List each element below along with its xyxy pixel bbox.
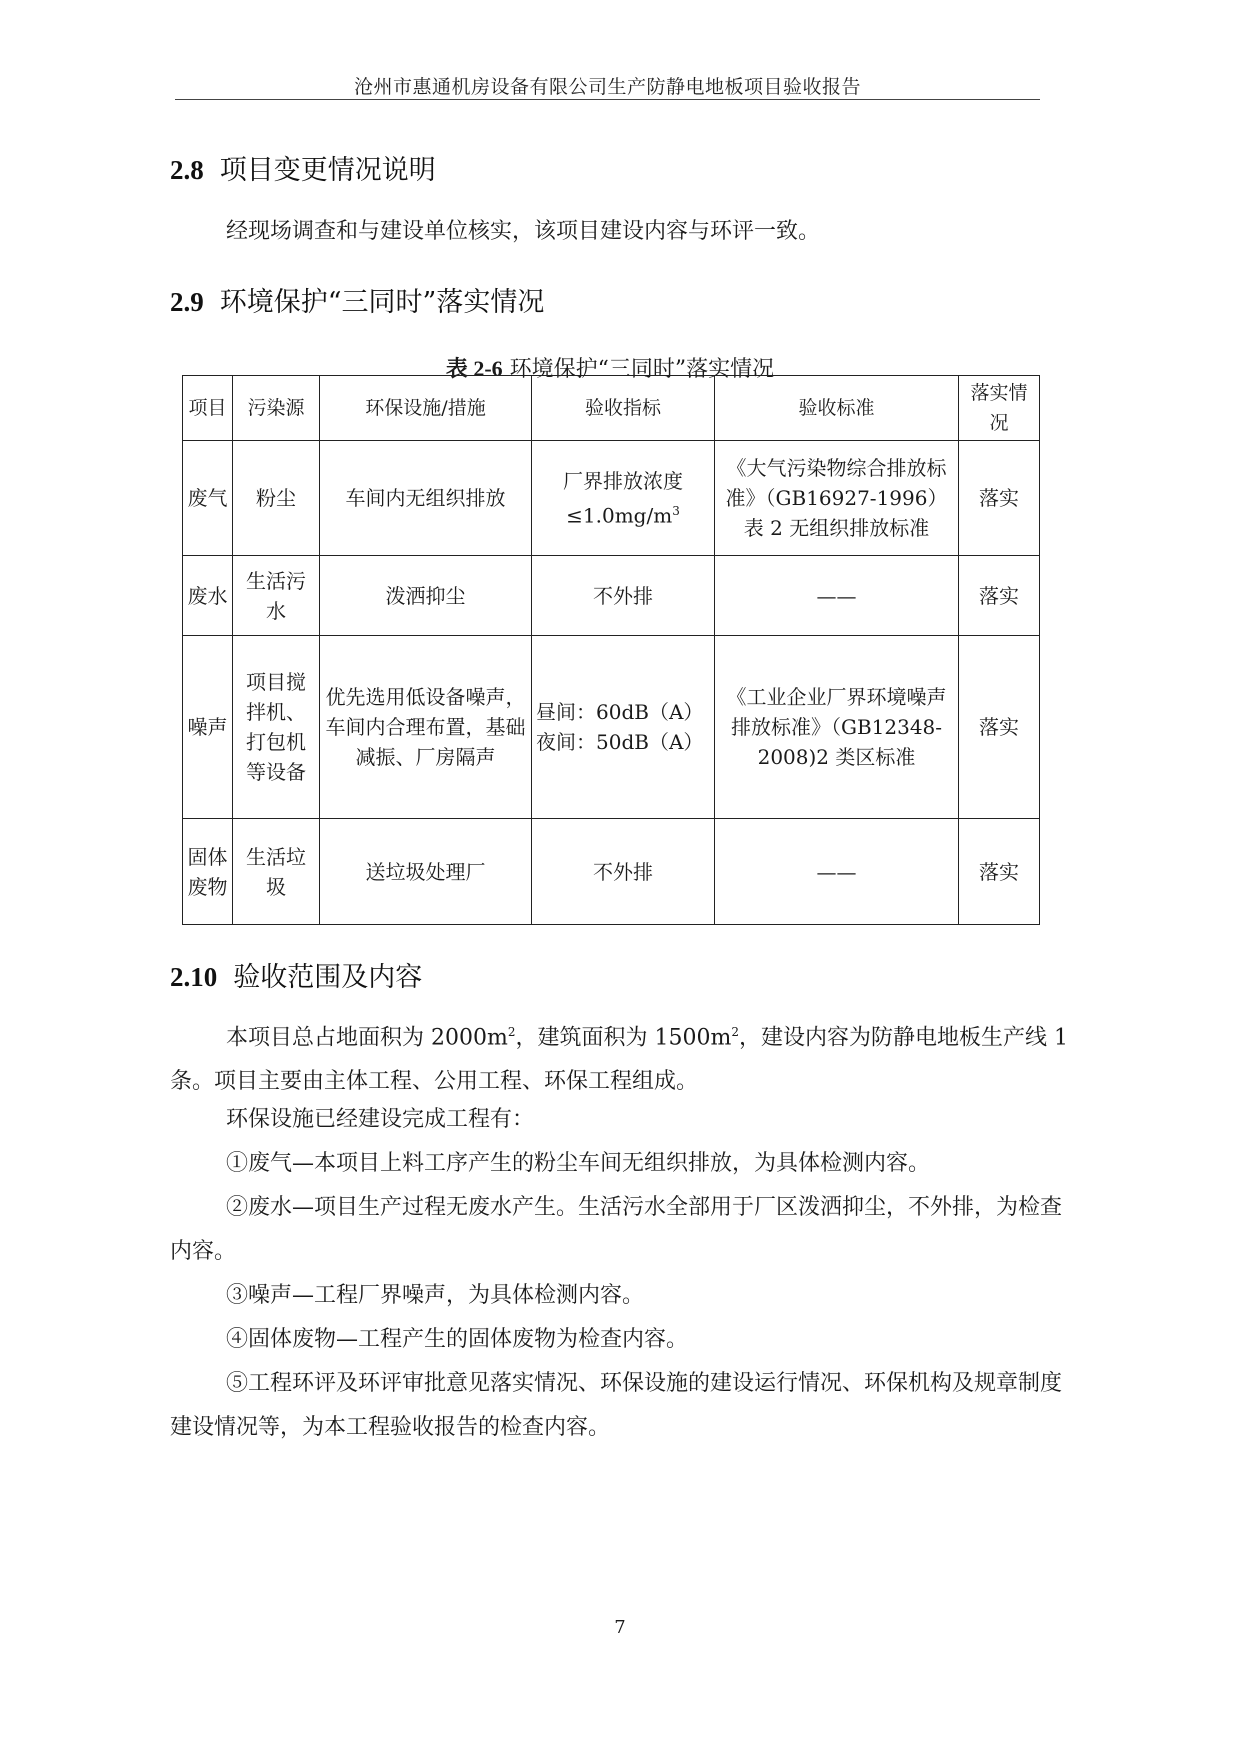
cell-source: 生活污水 [233,556,320,636]
cell-status: 落实 [959,441,1040,556]
cell-measure: 优先选用低设备噪声，车间内合理布置，基础减振、厂房隔声 [320,636,532,819]
section-2-10-para-2: 环保设施已经建设完成工程有： [226,1107,535,1132]
indicator-text: 厂界排放浓度≤1.0mg/m [563,468,683,528]
cell-measure: 车间内无组织排放 [320,441,532,556]
header-rule [175,99,1040,100]
table-caption-text: 环境保护“三同时”落实情况 [509,357,775,382]
cell-status: 落实 [959,819,1040,925]
cell-item: 废水 [183,556,233,636]
superscript: 2 [507,1025,516,1039]
superscript: 3 [672,503,680,518]
cell-indicator [532,441,715,556]
header-cell: 项目 [183,376,233,441]
cell-standard: 《工业企业厂界环境噪声排放标准》（GB12348-2008)2 类区标准 [715,636,959,819]
page-number: 7 [614,1617,626,1638]
section-2-8-heading [170,148,436,187]
cell-measure: 送垃圾处理厂 [320,819,532,925]
header-cell: 落实情况 [959,376,1040,441]
section-2-8-body: 经现场调查和与建设单位核实，该项目建设内容与环评一致。 [226,219,821,244]
text-part: 本项目总占地面积为 2000m [226,1025,508,1051]
section-2-10-para-1 [170,1010,1070,1104]
cell-indicator: 不外排 [532,556,715,636]
cell-item: 固体废物 [183,819,233,925]
cell-source: 项目搅拌机、打包机等设备 [233,636,320,819]
cell-measure: 泼洒抑尘 [320,556,532,636]
three-simultaneity-table [182,375,1040,925]
table-row [183,819,1040,925]
section-title: 项目变更情况说明 [219,155,436,186]
table-row [183,636,1040,819]
superscript: 2 [731,1025,739,1039]
list-item: ①废气—本项目上料工序产生的粉尘车间无组织排放，为具体检测内容。 [226,1151,931,1176]
section-number: 2.9 [170,287,204,317]
cell-item: 噪声 [183,636,233,819]
cell-standard: —— [715,819,959,925]
indicator-day: 昼间：60dB（A） [536,700,704,724]
table-row [183,441,1040,556]
text-part: ，建筑面积为 1500m [515,1025,732,1051]
list-item: ⑤工程环评及环评审批意见落实情况、环保设施的建设运行情况、环保机构及规章制度建设情况等，为本工程验收报告的检查内容。 [170,1371,1063,1440]
header-cell: 环保设施/措施 [320,376,532,441]
cell-indicator [532,636,715,819]
indicator-night: 夜间：50dB（A） [536,730,704,754]
cell-standard: —— [715,556,959,636]
cell-source: 粉尘 [233,441,320,556]
section-number: 2.8 [170,155,204,185]
cell-source: 生活垃圾 [233,819,320,925]
cell-status: 落实 [959,636,1040,819]
cell-indicator: 不外排 [532,819,715,925]
header-cell: 污染源 [233,376,320,441]
cell-status: 落实 [959,556,1040,636]
cell-standard: 《大气污染物综合排放标准》（GB16927-1996）表 2 无组织排放标准 [715,441,959,556]
section-title: 验收范围及内容 [233,962,423,993]
section-2-9-heading [170,280,544,319]
section-title: 环境保护“三同时”落实情况 [219,287,545,318]
list-item: ③噪声—工程厂界噪声，为具体检测内容。 [226,1283,645,1308]
section-number: 2.10 [170,962,218,992]
table-caption-number: 表 2-6 [445,356,503,381]
text-part: ，建设内容为防静电地板生产线 1 条。项目主要由主体工程、公用工程、环保工程组成。 [170,1025,1068,1095]
section-2-10-heading [170,955,422,994]
page-header: 沧州市惠通机房设备有限公司生产防静电地板项目验收报告 [353,76,861,98]
cell-item: 废气 [183,441,233,556]
header-cell: 验收指标 [532,376,715,441]
table-header-row [183,376,1040,441]
list-item: ②废水—项目生产过程无废水产生。生活污水全部用于厂区泼洒抑尘，不外排，为检查内容。 [170,1195,1063,1264]
table-row [183,556,1040,636]
header-cell: 验收标准 [715,376,959,441]
list-item: ④固体废物—工程产生的固体废物为检查内容。 [226,1327,689,1352]
